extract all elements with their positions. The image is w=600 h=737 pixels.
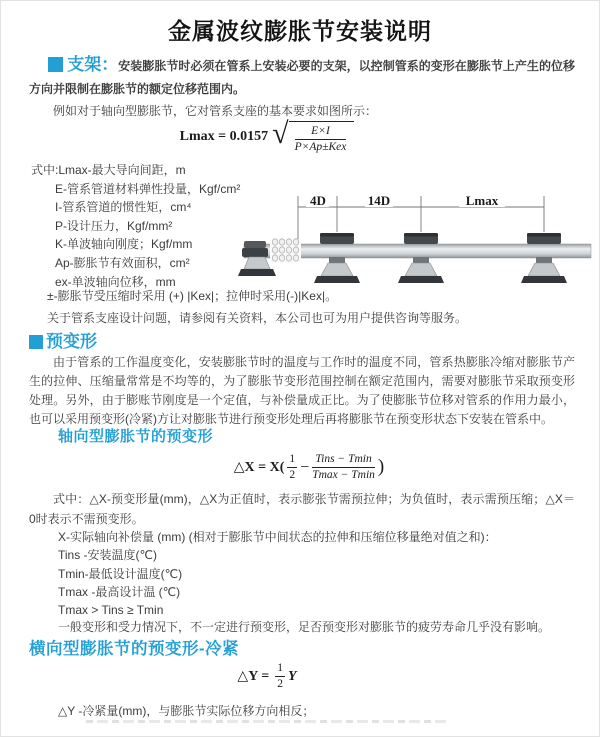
support-paragraph [29, 54, 575, 100]
half-denominator: 2 [289, 469, 296, 482]
section-square-icon [48, 57, 63, 72]
formula-lateral-rhs: Y [288, 668, 297, 684]
formula-lmax [1, 117, 533, 154]
formula-lmax-numerator: E×I [295, 125, 347, 140]
support-heading: 支架： [67, 55, 119, 74]
axial-item: Tmin-最低设计温度(℃) [58, 566, 183, 581]
axial-item: Tmax -最高设计温 (℃) [58, 584, 181, 599]
axial-note-main: 式中：△X-预变形量(mm)，△X为正值时，表示膨张节需预拉伸；为负值时，表示需预压缩；△X＝0时表示不需预变形。 [29, 492, 575, 526]
axial-item: X-实际轴向补偿量 (mm) (相对于膨胀节中间状态的拉伸和压缩位移量绝对值之和)： [58, 530, 497, 544]
bellows-icon [270, 239, 301, 263]
predeform-heading: 预变形 [46, 332, 97, 351]
support-notes [47, 286, 577, 329]
axial-subheading: 轴向型膨胀节的预变形 [58, 428, 214, 445]
formula-lateral [1, 662, 533, 691]
formula-lmax-denominator: P×Ap±Kex [294, 141, 347, 154]
formula-axial-lhs: △X = X( [233, 460, 285, 476]
predeform-heading-row [29, 327, 97, 352]
formula-lateral-lhs: △Y = [237, 669, 270, 685]
radical-sign-icon: √ [272, 117, 289, 150]
definition-item: I-管系管道的惯性矩，cm⁴ [55, 200, 192, 215]
predeform-paragraph: 由于管系的工作温度变化，安装膨胀节时的温度与工作时的温度不同，管系热膨胀冷缩对膨胀节产生的拉伸、压缩量常常是不均等的，为了膨胀节变形范围控制在额定范围内，需要对膨胀节采取预变形处理。另外，由于膨账节刚度是一个定值，与补偿量成正比。为了使膨胀节位移对管系的作用力最小，也可以采用预变形(冷紧)方让对膨胀节进行预变形处理后再将膨胀节在预变形状态下安装在管系中。 [29, 355, 575, 426]
formula-axial [9, 453, 600, 482]
temp-denominator: Tmax − Tmin [312, 469, 375, 482]
axial-item: Tmax > Tins ≥ Tmin [58, 603, 164, 618]
clipped-text-remnant [86, 720, 448, 723]
note-service: 关于管系支座设计问题，请参阅有关资料，本公司也可为用户提供咨询等服务。 [47, 310, 468, 325]
pipe-support-diagram [238, 187, 598, 289]
formula-lmax-lhs: Lmax = 0.0157 [179, 129, 269, 145]
axial-item: Tins -安装温度(℃) [58, 548, 158, 563]
dim-label-14d: 14D [367, 193, 391, 208]
lateral-subheading: 横向型膨胀节的预变形-冷紧 [29, 640, 239, 658]
sqrt-radical [272, 117, 354, 154]
lateral-half-numerator: 1 [275, 662, 285, 677]
definition-item: K-单波轴向刚度；Kgf/mm [55, 237, 193, 252]
minus-sign: − [300, 458, 310, 476]
support-example-line: 例如对于轴向型膨胀节，它对管系支座的基本要求如图所示： [53, 104, 378, 118]
definition-list [31, 161, 240, 291]
section-square-icon [29, 335, 43, 349]
axial-note-general: 一般变形和受力情况下，不一定进行预变形，足否预变形对膨胀节的疲劳寿命几乎没有影响。 [58, 620, 551, 634]
close-paren: ) [377, 455, 385, 477]
page-title: 金属波纹膨胀节安装说明 [168, 18, 432, 44]
dim-label-lmax: Lmax [465, 193, 499, 208]
axial-items [58, 528, 578, 619]
half-numerator: 1 [287, 453, 297, 468]
definition-item: ex-单波轴向位移，mm [55, 274, 176, 289]
definition-item: P-设计压力，Kgf/mm² [55, 218, 173, 233]
temp-numerator: Tins − Tmin [312, 453, 375, 468]
lateral-note: △Y -冷紧量(mm)，与膨胀节实际位移方向相反； [58, 704, 315, 718]
definition-item: E-管系管道材料弹性投量，Kgf/cm² [55, 181, 241, 196]
definition-item: 式中:Lmax-最大导向间距，m [31, 163, 186, 177]
lateral-half-denominator: 2 [277, 678, 284, 691]
dim-label-4d: 4D [310, 193, 326, 208]
support-body-text: 安装膨胀节时必须在管系上安装必要的支架，以控制管系的变形在膨胀节上产生的位移方向并限制在膨胀节的额定位移范围内。 [29, 59, 575, 96]
note-plus-minus: ±-膨胀节受压缩时采用 (+) |Kex|；拉伸时采用(-)|Kex|。 [47, 289, 338, 303]
definition-item: Ap-膨胀节有效面积，cm² [55, 255, 190, 270]
